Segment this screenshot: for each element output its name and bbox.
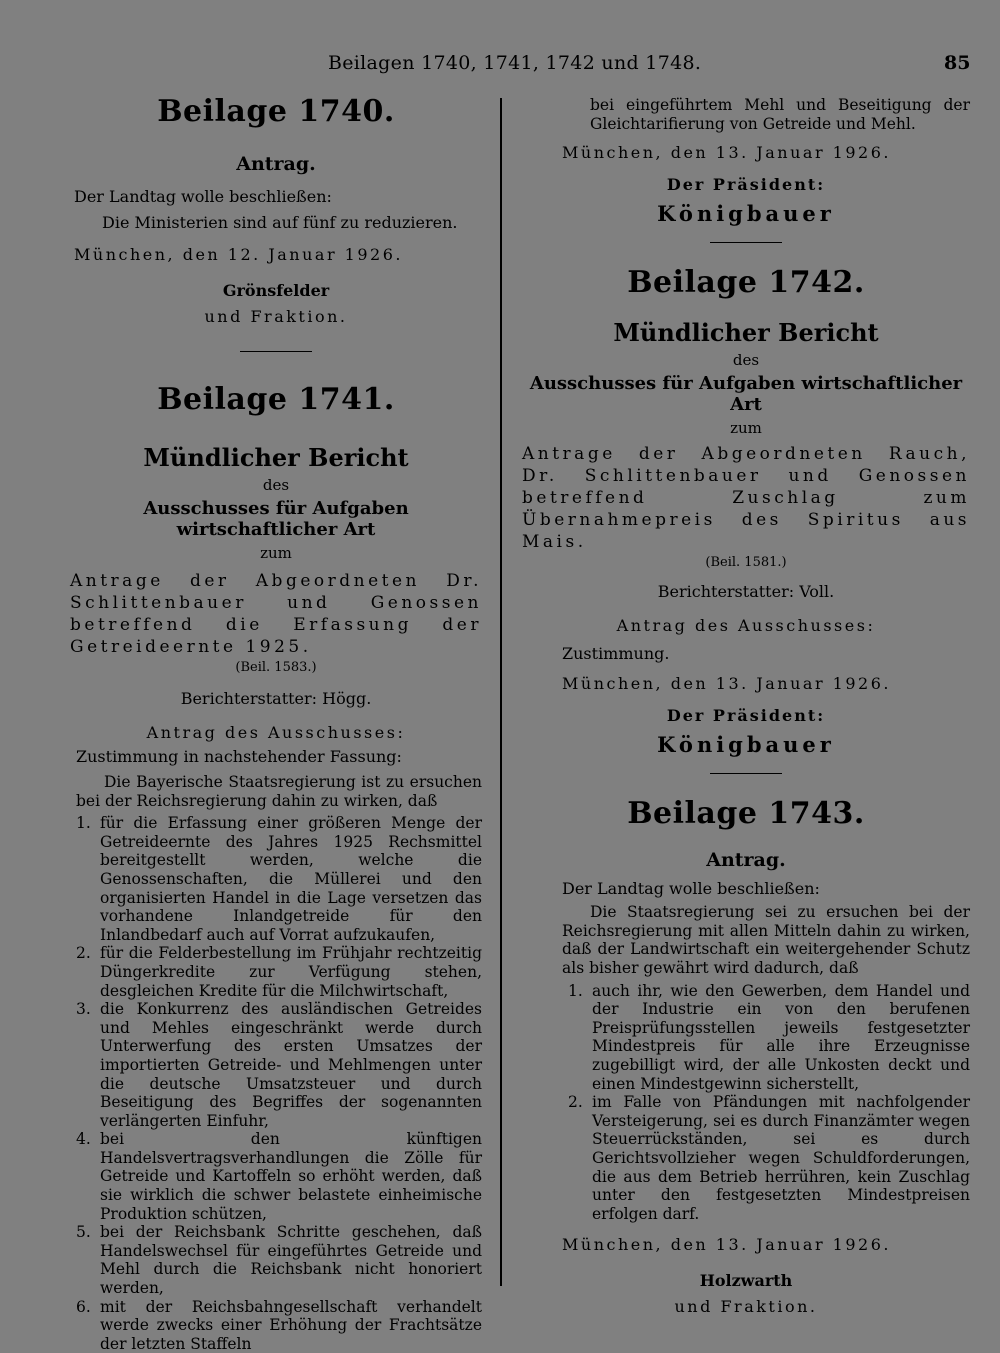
date-line: München, den 13. Januar 1926. (562, 143, 891, 163)
section-heading: Beilage 1740. (157, 94, 395, 129)
zustimmung-line: Zustimmung in nachstehender Fassung: (76, 747, 402, 766)
continued-list-text: bei eingeführtem Mehl und Beseitigung der Gleichtarifierung von Getreide und Mehl. (590, 96, 970, 133)
beilage-1742 (522, 265, 970, 774)
list-item: 3. die Konkurrenz des ausländischen Getreides und Mehles eingeschränkt werde durch Unterwerfung des ersten Umsatzes der importierten Getreide- und Mehlmengen unter die deutsche Umsatzsteuer und durch Beseitigung des Begriffes der sogenannten verlängerten Einfuhr, (76, 1000, 482, 1130)
numbered-list (562, 982, 970, 1224)
date-line: München, den 13. Januar 1926. (562, 674, 891, 694)
reporter-line: Berichterstatter: Högg. (180, 689, 372, 708)
page-number: 85 (944, 52, 971, 74)
running-title: Beilagen 1740, 1741, 1742 und 1748. (328, 52, 702, 74)
section-heading: Beilage 1742. (627, 265, 865, 301)
list-item: 1. auch ihr, wie den Gewerben, dem Handel und der Industrie ein von den berufenen Preisprüfungsstellen jeweils festgesetzter Mindestpreis für alle ihre Erzeugnisse zugebilligt wird, der alle Unkosten deckt und einen Mindestgewinn sicherstellt, (568, 981, 970, 1093)
president-label: Der Präsident: (666, 175, 826, 195)
intro-text: Der Landtag wolle beschließen: (562, 879, 820, 899)
motion-text: Die Ministerien sind auf fünf zu reduzieren. (102, 213, 458, 232)
section-heading: Beilage 1743. (627, 796, 865, 832)
antrag-heading: Antrag des Ausschusses: (616, 616, 876, 636)
des-label: des (262, 476, 290, 494)
intro-text: Die Bayerische Staatsregierung ist zu ersuchen bei der Reichsregierung dahin zu wirken, daß (76, 773, 482, 810)
president-name: Königbauer (657, 732, 835, 758)
list-item: 6. mit der Reichsbahngesellschaft verhandelt werde zwecks einer Erhöhung der Frachtsätze der letzten Staffeln (76, 1297, 482, 1353)
report-title: Mündlicher Bericht (143, 443, 409, 472)
des-label: des (732, 351, 760, 370)
section-heading: Beilage 1741. (157, 382, 395, 417)
subject-text: Antrage der Abgeordneten Dr. Schlittenbauer und Genossen betreffend die Erfassung der Getreideernte 1925. (70, 571, 482, 657)
left-column (70, 92, 482, 1353)
list-item: 5. bei der Reichsbank Schritte geschehen, daß Handelswechsel für eingeführtes Getreide und Mehl durch die Reichsbank nicht honoriert werden, (76, 1223, 482, 1298)
signer-group: und Fraktion. (204, 307, 348, 326)
right-column (522, 96, 970, 1317)
president-name: Königbauer (657, 201, 835, 227)
section-rule (710, 773, 782, 774)
signer-name: Grönsfelder (222, 281, 330, 300)
signer-group: und Fraktion. (674, 1297, 818, 1317)
president-label: Der Präsident: (666, 706, 826, 726)
list-item: 2. für die Felderbestellung im Frühjahr rechtzeitig Düngerkredite zur Verfügung stehen, desgleichen Kredite für die Milchwirtschaft, (76, 944, 482, 1000)
zum-label: zum (260, 544, 292, 562)
reporter-line: Berichterstatter: Voll. (657, 582, 835, 602)
reference: (Beil. 1583.) (235, 660, 317, 675)
list-item: 1. für die Erfassung einer größeren Menge der Getreideernte des Jahres 1925 Rechsmittel bereitgestellt werden, welche die Genossenschaften, die Müllerei und den organisierten Handel in die Lage versetzen das vorhandene Inlandgetreide für den Inlandbedarf auch auf Vorrat aufzukaufen, (76, 814, 482, 944)
beilage-1743 (522, 796, 970, 1317)
section-rule (240, 351, 312, 352)
antrag-heading: Antrag des Ausschusses: (146, 723, 406, 742)
date-line: München, den 12. Januar 1926. (74, 245, 403, 264)
committee-name: Ausschusses für Aufgaben wirtschaftlicher Art (143, 498, 409, 540)
intro-text: Der Landtag wolle beschließen: (74, 187, 332, 206)
column-divider (500, 98, 502, 1286)
page-header (0, 52, 1000, 82)
list-item: 4. bei den künftigen Handelsvertragsverhandlungen die Zölle für Getreide und Kartoffeln so erhöht werden, daß sie wirklich die schwer belastete einheimische Produktion schützen, (76, 1130, 482, 1223)
section-rule (710, 242, 782, 243)
zustimmung-line: Zustimmung. (562, 644, 670, 664)
antrag-label: Antrag. (236, 153, 316, 175)
subject-text: Antrage der Abgeordneten Rauch, Dr. Schlittenbauer und Genossen betreffend Zuschlag zum Übernahmepreis des Spiritus aus Mais. (522, 444, 970, 553)
antrag-label: Antrag. (706, 849, 786, 872)
committee-name: Ausschusses für Aufgaben wirtschaftlicher Art (529, 373, 963, 416)
zum-label: zum (730, 419, 762, 438)
report-title: Mündlicher Bericht (613, 318, 879, 348)
signer-name: Holzwarth (699, 1271, 793, 1291)
date-line: München, den 13. Januar 1926. (562, 1235, 891, 1255)
reference: (Beil. 1581.) (705, 555, 787, 571)
motion-text: Die Staatsregierung sei zu ersuchen bei der Reichsregierung mit allen Mitteln dahin zu wirken, daß der Landwirtschaft ein weitergehender Schutz als bisher gewährt wird dadurch, daß (562, 903, 970, 977)
numbered-list (70, 814, 482, 1353)
beilage-1740 (70, 94, 482, 352)
beilage-1741 (70, 382, 482, 1353)
list-item: 2. im Falle von Pfändungen mit nachfolgender Versteigerung, sei es durch Finanzämter wegen Steuerrückständen, sei es durch Gerichtsvollzieher wegen Schuldforderungen, die aus dem Betrieb herrühren, kein Zuschlag unter den festgesetzten Mindestpreisen erfolgen darf. (568, 1093, 970, 1223)
